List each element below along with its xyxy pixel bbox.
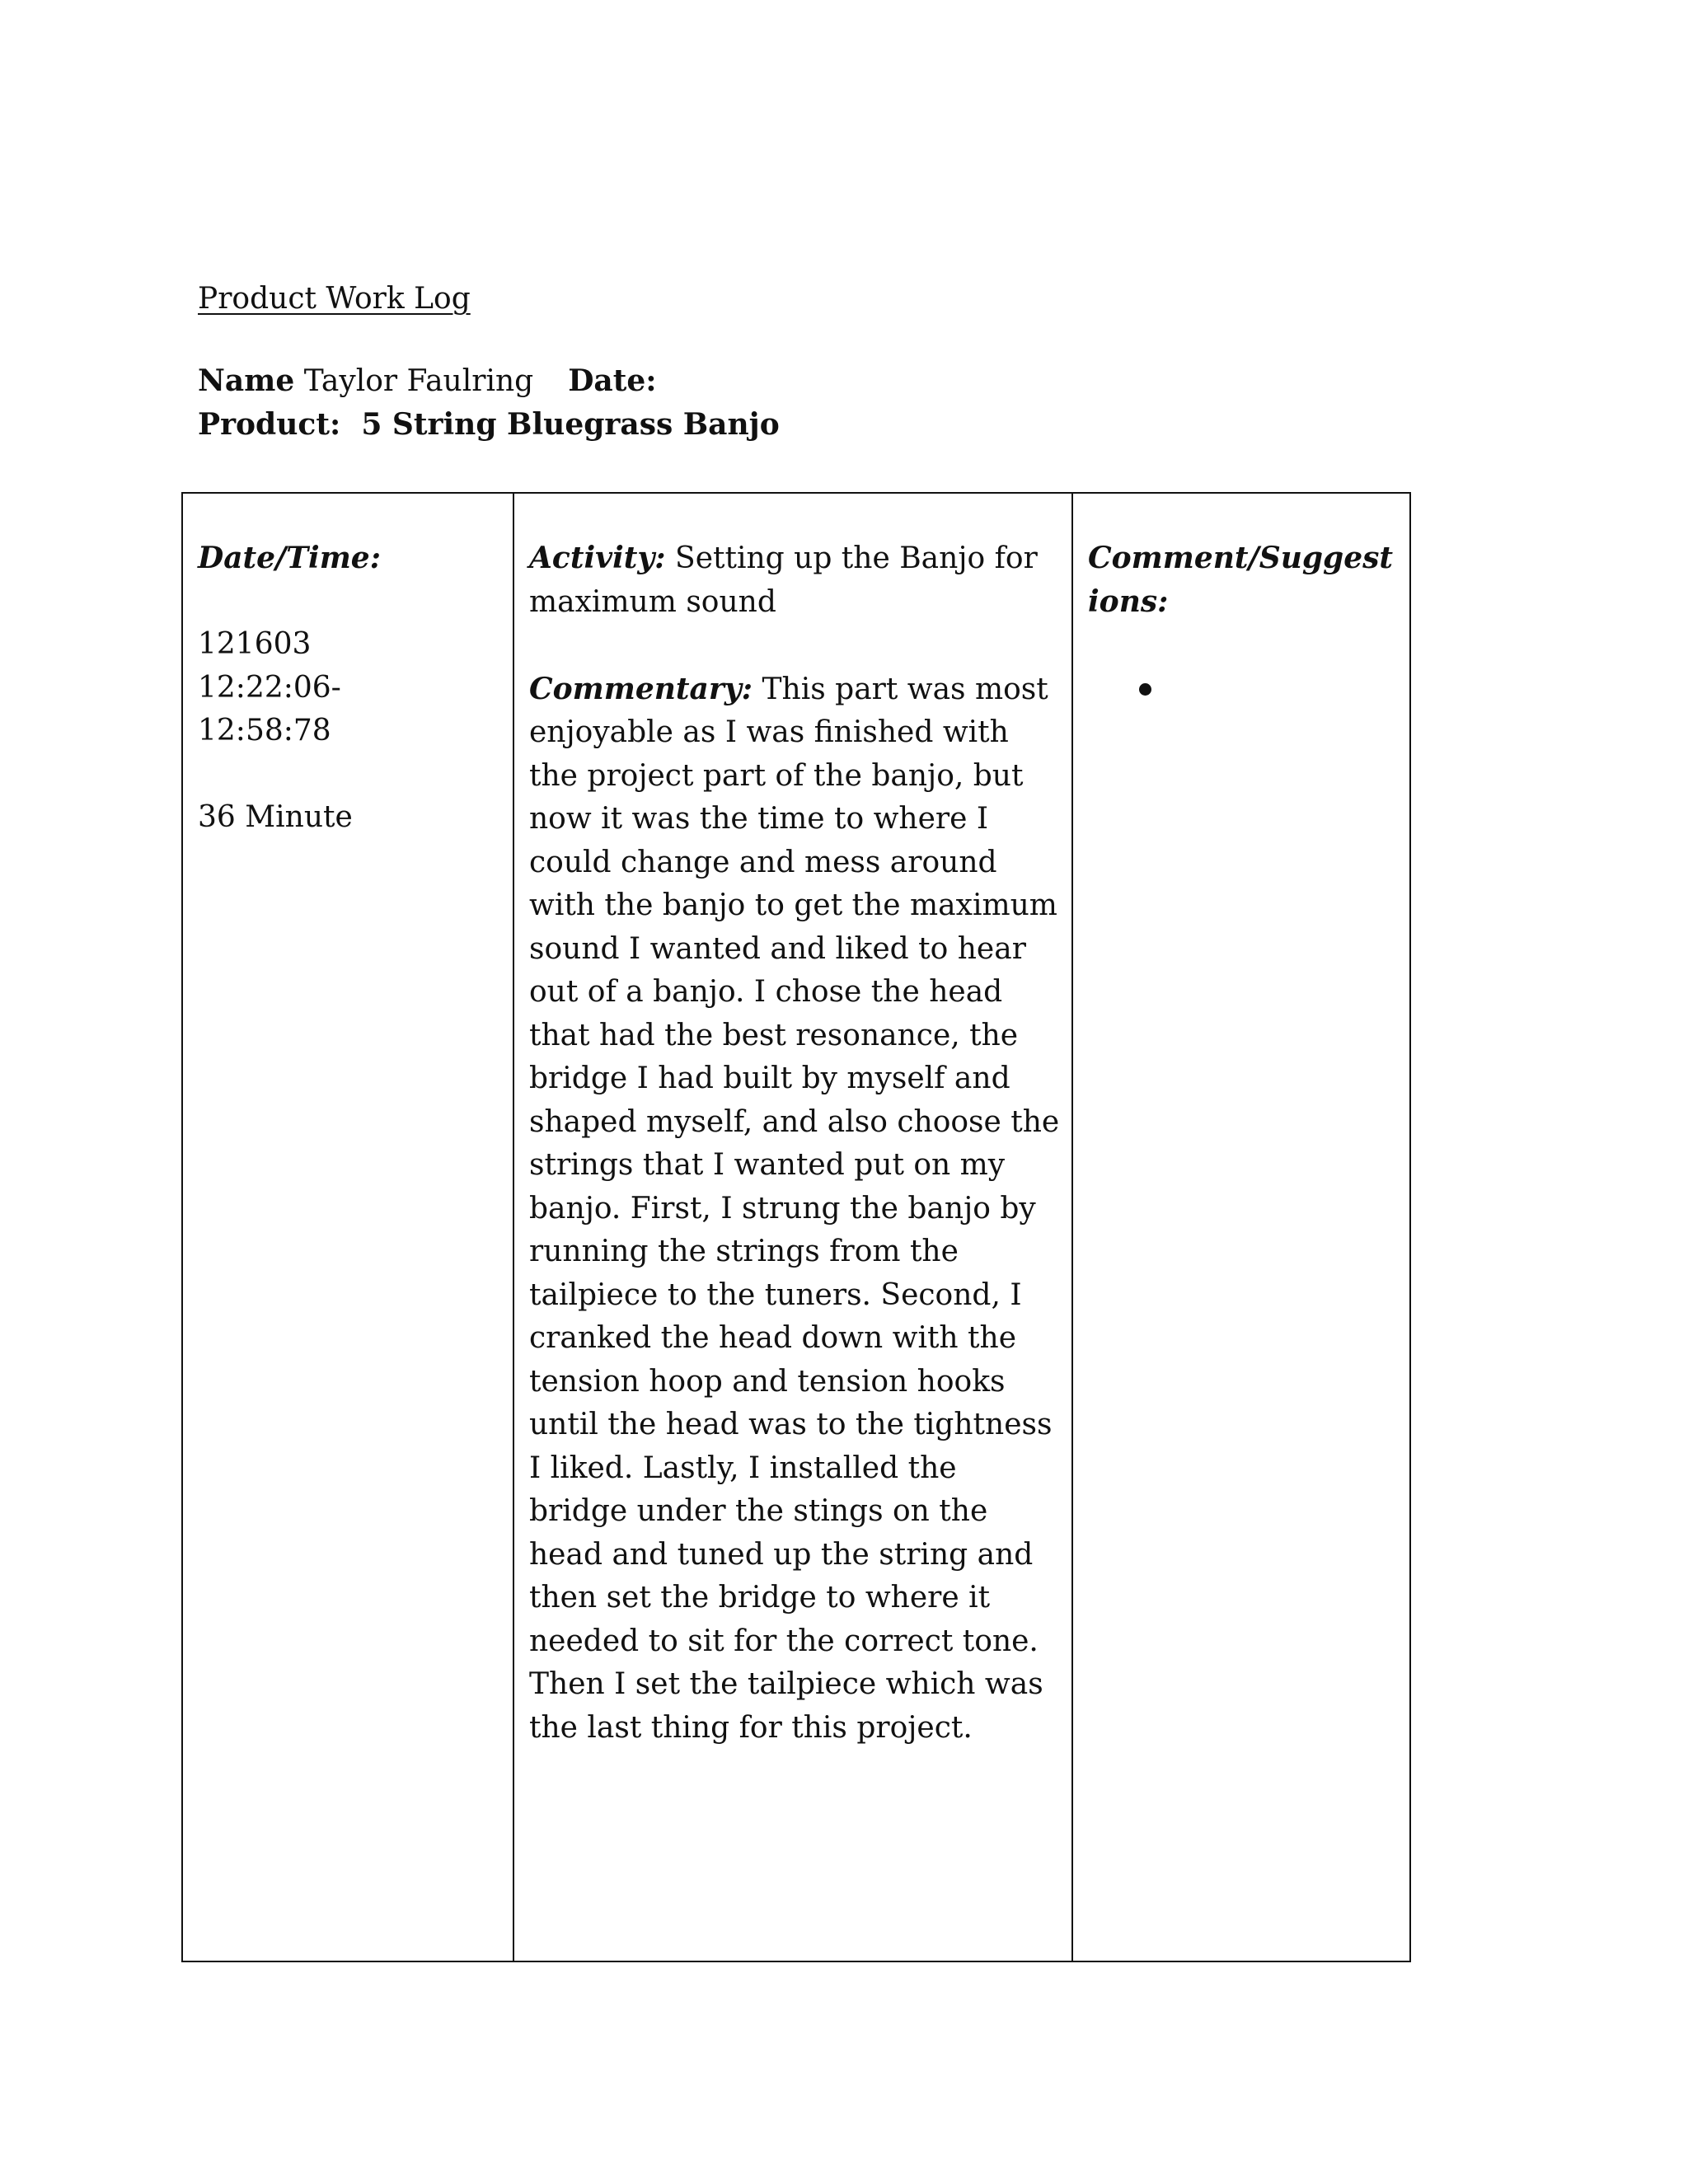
log-duration: 36 Minute <box>198 800 353 834</box>
bullet-icon <box>1139 683 1151 696</box>
product-value: 5 String Bluegrass Banjo <box>361 407 780 442</box>
name-label: Name <box>198 363 295 398</box>
log-time-end: 12:58:78 <box>198 714 331 748</box>
page-title: Product Work Log <box>198 282 471 316</box>
commentary-label: Commentary: <box>529 671 753 706</box>
date-time-label: Date/Time: <box>198 541 381 575</box>
date-label: Date: <box>568 363 657 398</box>
activity-column <box>514 494 1073 1961</box>
product-label: Product: <box>198 407 341 442</box>
comment-column <box>1073 494 1409 1961</box>
comment-suggestions-label: Comment/Suggestions: <box>1088 541 1394 619</box>
log-date: 121603 <box>198 627 312 661</box>
name-line <box>198 359 657 403</box>
work-log-table <box>181 492 1411 1962</box>
activity-entry <box>529 537 1062 624</box>
commentary-text: This part was most enjoyable as I was finished with the project part of the banjo, but now it was the time to where I could change and mess around with the banjo to get the maximum sound I wanted and liked to hear out of a banjo. I chose the head that had the best resonance, the bridge I had built by myself and shaped myself, and also choose the strings that I wanted put on my banjo. First, I strung the banjo by running the strings from the tailpiece to the tuners. Second, I cranked the head down with the tension hoop and tension hooks until the head was to the tightness I liked. Lastly, I installed the bridge under the stings on the head and tuned up the string and then set the bridge to where it needed to sit for the correct tone. Then I set the tailpiece which was the last thing for this project. <box>529 672 1060 1745</box>
comment-bullet-item <box>1139 667 1401 710</box>
commentary-entry <box>529 668 1062 1750</box>
log-time-start: 12:22:06- <box>198 670 341 705</box>
activity-text: Setting up the Banjo for maximum sound <box>529 541 1038 619</box>
product-line <box>198 403 780 446</box>
name-value: Taylor Faulring <box>303 364 534 398</box>
activity-label: Activity: <box>529 541 666 575</box>
date-time-column <box>183 494 514 1961</box>
